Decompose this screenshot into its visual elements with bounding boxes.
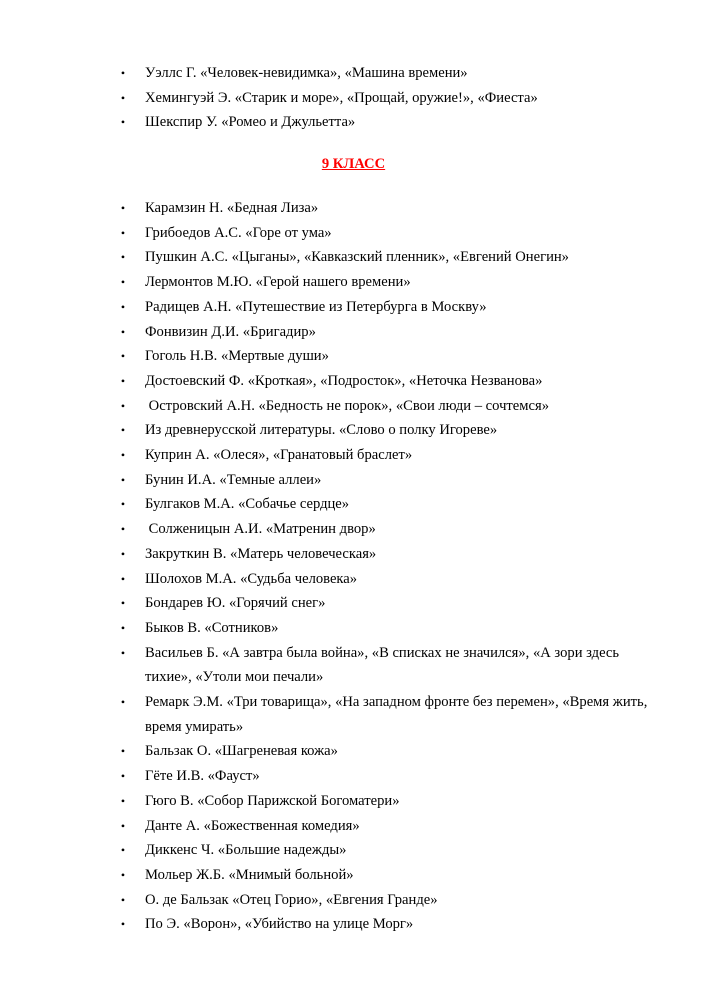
list-item <box>0 196 707 221</box>
bullet-icon: • <box>120 843 126 858</box>
list-item <box>0 517 707 542</box>
list-item <box>0 616 707 641</box>
bullet-icon: • <box>120 472 126 487</box>
list-item <box>0 739 707 764</box>
list-item <box>0 542 707 567</box>
list-item-text: Шекспир У. «Ромео и Джульетта» <box>145 114 356 131</box>
bullet-icon: • <box>120 769 126 784</box>
list-item-text: Диккенс Ч. «Большие надежды» <box>145 842 347 859</box>
top-book-list <box>0 61 707 135</box>
list-item <box>0 295 707 320</box>
bullet-icon: • <box>120 596 126 611</box>
list-item-text: Бунин И.А. «Темные аллеи» <box>145 471 322 488</box>
list-item <box>0 492 707 517</box>
list-item-text: Пушкин А.С. «Цыганы», «Кавказский пленник», «Евгений Онегин» <box>145 249 569 266</box>
bullet-icon: • <box>120 90 126 105</box>
list-item <box>0 394 707 419</box>
list-item <box>0 641 707 690</box>
list-item <box>0 838 707 863</box>
list-item-text: Мольер Ж.Б. «Мнимый больной» <box>145 866 354 883</box>
bullet-icon: • <box>120 571 126 586</box>
list-item <box>0 567 707 592</box>
bullet-icon: • <box>120 818 126 833</box>
list-item <box>0 270 707 295</box>
bullet-icon: • <box>120 867 126 882</box>
list-item-text: Шолохов М.А. «Судьба человека» <box>145 570 358 587</box>
list-item <box>0 61 707 86</box>
list-item-text: Гюго В. «Собор Парижской Богоматери» <box>145 792 400 809</box>
list-item-text: Закруткин В. «Матерь человеческая» <box>145 545 377 562</box>
list-item-text: Ремарк Э.М. «Три товарища», «На западном фронте без перемен», «Время жить, время умирать» <box>145 694 651 735</box>
list-item-text: Уэллс Г. «Человек-невидимка», «Машина времени» <box>145 65 468 81</box>
bullet-icon: • <box>120 645 126 660</box>
list-item-text: Гёте И.В. «Фауст» <box>145 768 260 785</box>
list-item-text: Васильев Б. «А завтра была война», «В списках не значился», «А зори здесь тихие», «Утоли мои печали» <box>145 644 623 686</box>
bullet-icon: • <box>120 497 126 512</box>
list-item-text: Грибоедов А.С. «Горе от ума» <box>145 224 332 241</box>
grade-9-heading: 9 КЛАСС <box>321 156 386 172</box>
bullet-icon: • <box>120 115 126 130</box>
list-item <box>0 418 707 443</box>
list-item-text: Бальзак О. «Шагреневая кожа» <box>145 743 338 760</box>
bullet-icon: • <box>120 324 126 339</box>
list-item-text: По Э. «Ворон», «Убийство на улице Морг» <box>145 916 414 933</box>
bullet-icon: • <box>120 423 126 438</box>
list-item-text: Данте А. «Божественная комедия» <box>145 817 360 834</box>
bullet-icon: • <box>120 546 126 561</box>
bullet-icon: • <box>120 299 126 314</box>
list-item-text: Лермонтов М.Ю. «Герой нашего времени» <box>145 274 411 291</box>
list-item <box>0 912 707 937</box>
list-item-text: Радищев А.Н. «Путешествие из Петербурга в Москву» <box>145 298 487 315</box>
list-item-text: Быков В. «Сотников» <box>145 619 279 636</box>
list-item <box>0 110 707 135</box>
grade-9-book-list <box>0 196 707 937</box>
list-item-text: Карамзин Н. «Бедная Лиза» <box>145 200 319 216</box>
bullet-icon: • <box>120 744 126 759</box>
bullet-icon: • <box>120 398 126 413</box>
list-item-text: Достоевский Ф. «Кроткая», «Подросток», «Неточка Незванова» <box>145 372 543 389</box>
list-item <box>0 369 707 394</box>
list-item-text: Островский А.Н. «Бедность не порок», «Свои люди – сочтемся» <box>145 397 549 414</box>
list-item <box>0 789 707 814</box>
list-item <box>0 814 707 839</box>
list-item-text: Булгаков М.А. «Собачье сердце» <box>145 496 350 513</box>
bullet-icon: • <box>120 448 126 463</box>
bullet-icon: • <box>120 917 126 932</box>
bullet-icon: • <box>120 275 126 290</box>
list-item <box>0 443 707 468</box>
list-item-text: Солженицын А.И. «Матренин двор» <box>145 521 376 538</box>
list-item-text: Хемингуэй Э. «Старик и море», «Прощай, оружие!», «Фиеста» <box>145 89 538 106</box>
list-item <box>0 764 707 789</box>
bullet-icon: • <box>120 620 126 635</box>
list-item <box>0 888 707 913</box>
bullet-icon: • <box>120 250 126 265</box>
list-item-text: Фонвизин Д.И. «Бригадир» <box>145 323 316 340</box>
bullet-icon: • <box>120 373 126 388</box>
list-item <box>0 320 707 345</box>
list-item <box>0 468 707 493</box>
list-item <box>0 690 707 739</box>
list-item-text: Бондарев Ю. «Горячий снег» <box>145 595 326 612</box>
list-item-text: Куприн А. «Олеся», «Гранатовый браслет» <box>145 447 413 464</box>
list-item <box>0 86 707 111</box>
bullet-icon: • <box>120 522 126 537</box>
list-item <box>0 591 707 616</box>
bullet-icon: • <box>120 66 126 80</box>
bullet-icon: • <box>120 695 126 710</box>
list-item <box>0 863 707 888</box>
bullet-icon: • <box>120 793 126 808</box>
list-item-text: Гоголь Н.В. «Мертвые души» <box>145 348 329 365</box>
bullet-icon: • <box>120 349 126 364</box>
bullet-icon: • <box>120 201 126 215</box>
list-item <box>0 344 707 369</box>
bullet-icon: • <box>120 892 126 907</box>
list-item-text: О. де Бальзак «Отец Горио», «Евгения Гранде» <box>145 891 438 908</box>
bullet-icon: • <box>120 225 126 240</box>
list-item <box>0 221 707 246</box>
list-item <box>0 245 707 270</box>
list-item-text: Из древнерусской литературы. «Слово о полку Игореве» <box>145 422 498 439</box>
